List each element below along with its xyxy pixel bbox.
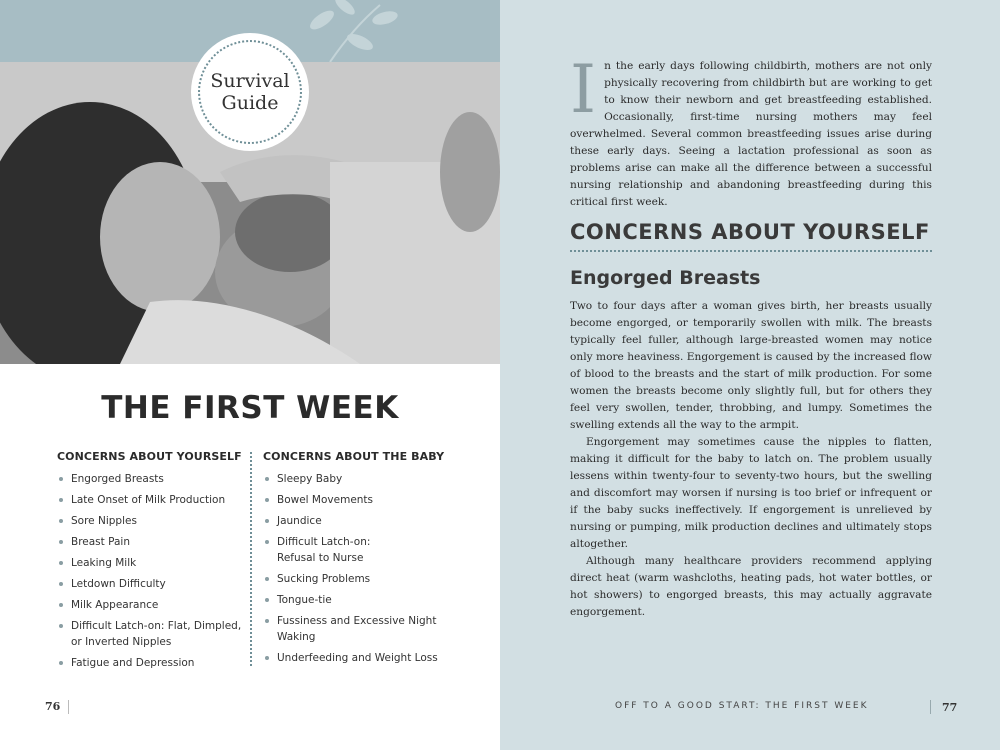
list-item: Leaking Milk [57,555,247,571]
list-item: Underfeeding and Weight Loss [263,650,463,666]
list-item: Sore Nipples [57,513,247,529]
column-heading: CONCERNS ABOUT YOURSELF [57,450,242,463]
list-item: Difficult Latch-on: Refusal to Nurse [263,534,463,566]
list-item: Letdown Difficulty [57,576,247,592]
section-title: CONCERNS ABOUT YOURSELF [570,220,932,252]
list-item: Bowel Movements [263,492,463,508]
survival-guide-badge [191,33,309,151]
intro-text: n the early days following childbirth, mothers are not only physically recovering from childbirth but are working to get to know their newborn and get breastfeeding established. Occasionally, first-time nursing mothers may feel overwhelmed. Several common breastfeeding issues arise during these early days. Seeing a lactation professional as soon as problems arise can make all the difference between a successful nursing relationship and abandoning breastfeeding during this critical first week. [570,60,932,208]
subsection-title: Engorged Breasts [570,267,761,289]
drop-cap: I [570,51,597,128]
list-item: Sleepy Baby [263,471,463,487]
list-item: Jaundice [263,513,463,529]
list-item: Engorged Breasts [57,471,247,487]
folio-rule [68,700,69,714]
list-item: Fussiness and Excessive Night Waking [263,613,463,645]
list-item: Milk Appearance [57,597,247,613]
right-page [500,0,1000,750]
list-item: Fatigue and Depression [57,655,247,671]
badge-line-2: Guide [221,92,279,114]
concerns-yourself-list [57,471,247,671]
body-paragraph: Two to four days after a woman gives birth, her breasts usually become engorged, or temporarily swollen with milk. The breasts typically feel fuller, although large-breasted women may notice only more heaviness. Engorgement is caused by the increased flow of blood to the breasts and the start of milk production. For some women the breasts become only slightly full, but for others they feel very swollen, tender, throbbing, and lumpy. Sometimes the swelling extends all the way to the armpit. [570,300,932,431]
page-number-left: 76 [45,700,61,713]
list-item: Breast Pain [57,534,247,550]
body-paragraph: Engorgement may sometimes cause the nipples to flatten, making it difficult for the baby to latch on. The problem usually lessens within twenty-four to seventy-two hours, but the swelling and discomfort may worsen if nursing is too brief or infrequent or if the baby sucks ineffectively. If engorgement is unrelieved by nursing or pumping, milk production declines and ultimately stops altogether. [570,436,932,550]
concerns-yourself-column [57,450,247,676]
chapter-title: THE FIRST WEEK [101,390,399,426]
body-text [570,298,932,621]
column-divider [250,452,252,666]
intro-paragraph [570,51,932,211]
badge-line-1: Survival [210,70,290,92]
concerns-baby-column [263,450,463,671]
column-heading: CONCERNS ABOUT THE BABY [263,450,445,463]
badge-dotted-ring [198,40,302,144]
body-paragraph: Although many healthcare providers recommend applying direct heat (warm washcloths, heating pads, hot water bottles, or hot showers) to engorged breasts, this may actually aggravate engorgement. [570,555,932,618]
list-item: Sucking Problems [263,571,463,587]
folio-rule [930,700,931,714]
page-number-right: 77 [942,701,958,714]
concerns-baby-list [263,471,463,666]
list-item: Difficult Latch-on: Flat, Dimpled, or Inverted Nipples [57,618,247,650]
list-item: Late Onset of Milk Production [57,492,247,508]
list-item: Tongue-tie [263,592,463,608]
running-head: OFF TO A GOOD START: THE FIRST WEEK [615,701,869,711]
